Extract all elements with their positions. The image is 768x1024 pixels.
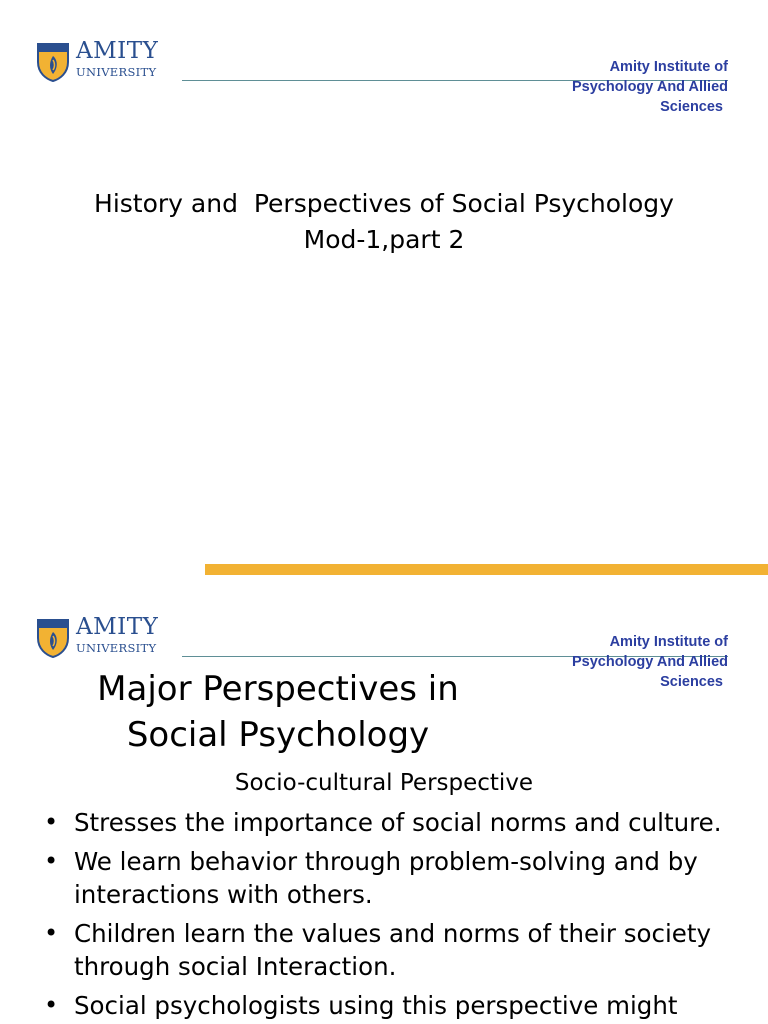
bullet-icon: • [44, 919, 59, 947]
brand-name: AMITY [76, 614, 159, 640]
slide-2 [0, 576, 768, 1024]
bullet-item [44, 917, 734, 983]
bullet-list [44, 806, 734, 1024]
bullet-text-line-1: We learn behavior through problem-solving and by [74, 847, 698, 876]
institute-name [498, 57, 728, 117]
bullet-text-line-2: interactions with others. [74, 880, 373, 909]
bullet-icon: • [44, 847, 59, 875]
slide-2-title-line-2: Social Psychology [126, 715, 430, 755]
slide-2-title [58, 666, 498, 758]
bullet-text-line-1: Social psychologists using this perspective might [74, 991, 678, 1020]
brand-subtitle: UNIVERSITY [76, 65, 157, 79]
shield-icon [36, 616, 70, 658]
bullet-text-line-1: Stresses the importance of social norms and culture. [74, 808, 722, 837]
bullet-item [44, 845, 734, 911]
institute-line-2: Psychology And Allied [571, 79, 728, 95]
bullet-text-line-2: through social Interaction. [74, 952, 397, 981]
institute-line-2: Psychology And Allied [571, 654, 728, 670]
slide-1-title [0, 186, 768, 258]
slide-2-subheading: Socio-cultural Perspective [234, 770, 534, 796]
bullet-icon: • [44, 991, 59, 1019]
brand-subtitle: UNIVERSITY [76, 641, 157, 655]
bullet-item [44, 989, 734, 1022]
shield-icon [36, 40, 70, 82]
institute-name [498, 632, 728, 692]
bullet-text-line-1: Children learn the values and norms of their society [74, 919, 711, 948]
accent-bar [205, 564, 768, 575]
institute-line-3: Sciences [660, 99, 723, 115]
institute-line-1: Amity Institute of [609, 634, 728, 650]
slide-1-title-line-1: History and Perspectives of Social Psychology [94, 189, 674, 218]
brand-name: AMITY [76, 38, 159, 64]
institute-line-3: Sciences [660, 674, 723, 690]
slide-1-title-line-2: Mod-1,part 2 [303, 225, 465, 254]
amity-logo [36, 40, 176, 84]
institute-line-1: Amity Institute of [609, 59, 728, 75]
bullet-icon: • [44, 808, 59, 836]
bullet-item [44, 806, 734, 839]
slide-2-title-line-1: Major Perspectives in [97, 669, 459, 709]
amity-logo [36, 616, 176, 660]
